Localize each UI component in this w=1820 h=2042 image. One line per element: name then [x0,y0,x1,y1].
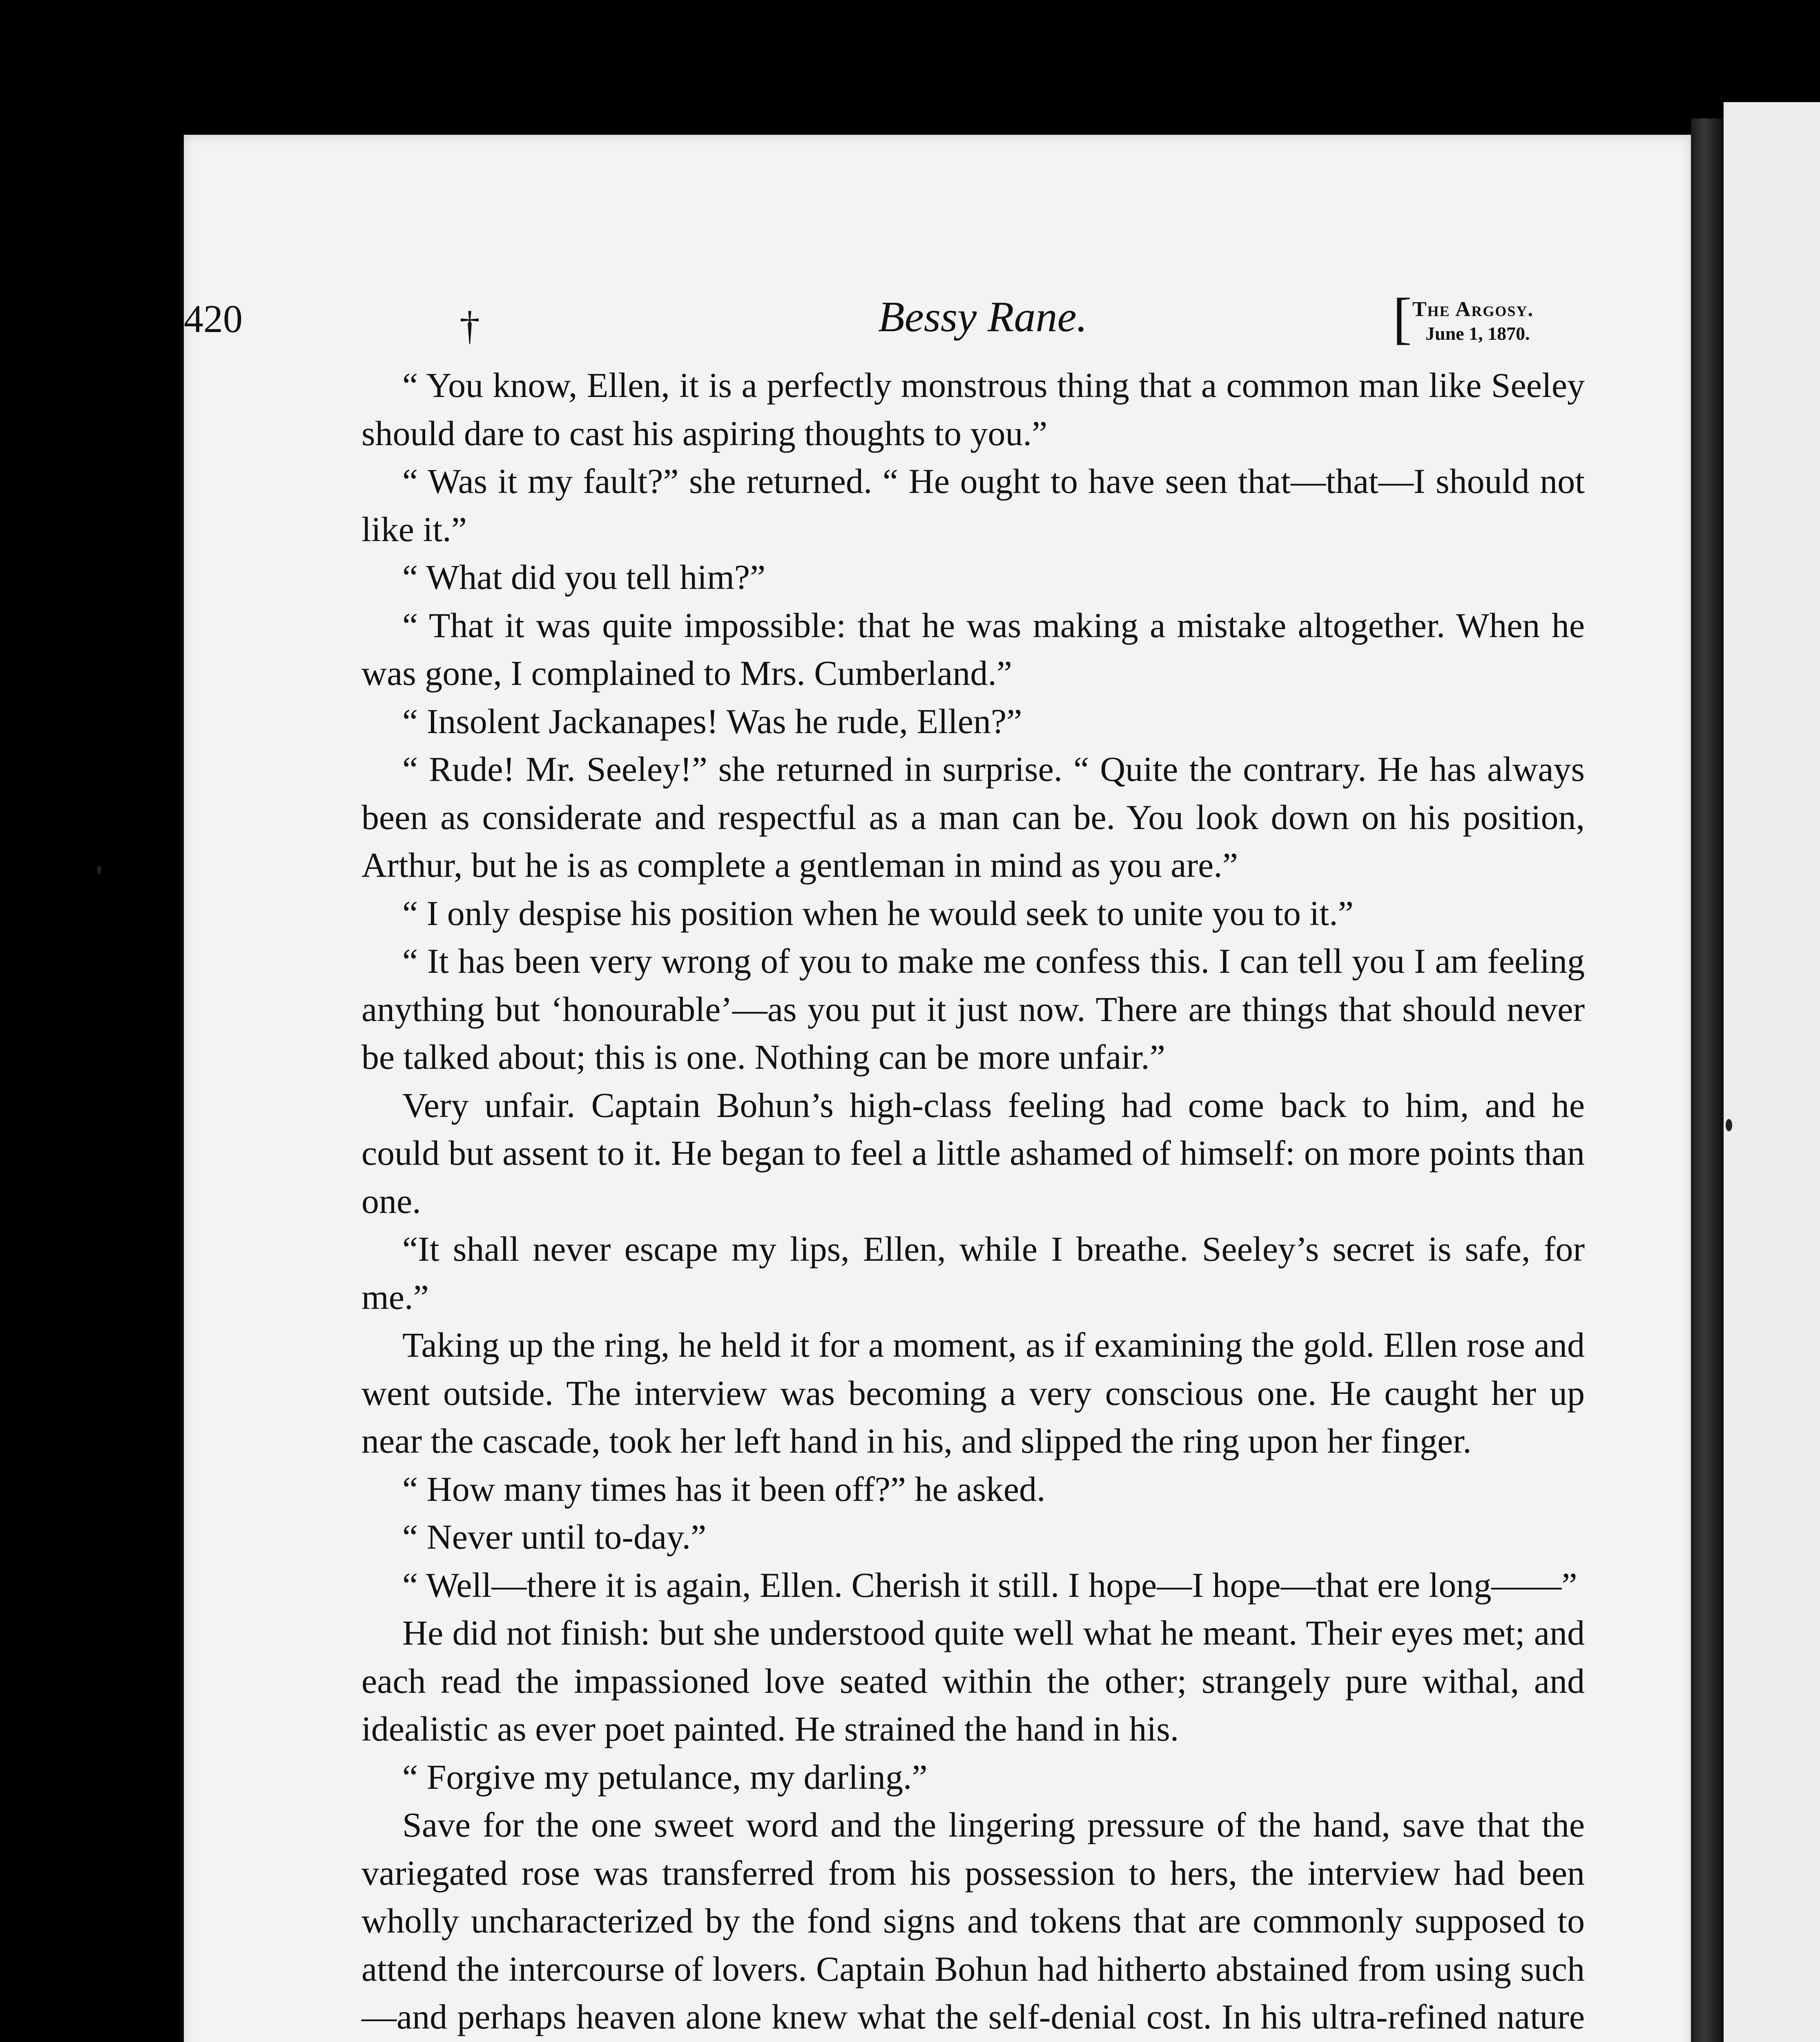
paragraph-10: “It shall never escape my lips, Ellen, while I breathe. Seeley’s secret is safe, for me.” [361,1229,1585,1317]
speck [1726,1119,1732,1131]
paragraph-17: Save for the one sweet word and the lingering pressure of the hand, save that the variegated rose was transferred from his possession to hers, the interview had been wholly uncharacterized by the fond signs and tokens that are commonly supposed to attend the intercourse of lovers. Captain Bohun had hitherto abstained from using such—and perhaps heaven alone knew what the self-denial cost. In his ultra-refined nature [361,1805,1585,2036]
page-number: 420 [184,297,243,341]
adjacent-page-edge [1724,102,1820,2042]
folio-mark: † [459,303,480,348]
journal-name: The Argosy. [1412,298,1534,321]
journal-bracket: [ [1393,287,1412,350]
page-gutter-shadow [1691,118,1724,2042]
paragraph-2: “ Was it my fault?” she returned. “ He ought to have seen that—that—I should not like it.” [361,461,1585,549]
paragraph-5: “ Insolent Jackanapes! Was he rude, Ellen?” [402,701,1022,741]
paragraph-12: “ How many times has it been off?” he asked. [402,1469,1046,1509]
journal-date: June 1, 1870. [1425,323,1530,344]
paragraph-4: “ That it was quite impossible: that he was making a mistake altogether. When he was gone, I complained to Mrs. Cumberland.” [361,605,1585,693]
paragraph-8: “ It has been very wrong of you to make me confess this. I can tell you I am feeling anything but ‘honourable’—as you put it just now. There are things that should never be talked about; this is one. Nothing can be more unfair.” [361,941,1585,1077]
paragraph-3: “ What did you tell him?” [402,557,766,597]
paragraph-16: “ Forgive my petulance, my darling.” [402,1757,928,1797]
paragraph-13: “ Never until to-day.” [402,1517,707,1556]
paragraph-9: Very unfair. Captain Bohun’s high-class feeling had come back to him, and he could but assent to it. He began to feel a little ashamed of himself: on more points than one. [361,1085,1585,1221]
speck [97,866,101,874]
paragraph-7: “ I only despise his position when he would seek to unite you to it.” [402,893,1354,933]
body-text [361,361,1585,2042]
paragraph-11: Taking up the ring, he held it for a moment, as if examining the gold. Ellen rose and went outside. The interview was becoming a very conscious one. He caught her up near the cascade, took her left hand in his, and slipped the ring upon her finger. [361,1325,1585,1460]
paragraph-6: “ Rude! Mr. Seeley!” she returned in surprise. “ Quite the contrary. He has always been as considerate and respectful as a man can be. You look down on his position, Arthur, but he is as complete a gentleman in mind as you are.” [361,749,1585,885]
paragraph-14: “ Well—there it is again, Ellen. Cherish it still. I hope—I hope—that ere long——” [402,1565,1577,1605]
paragraph-1: “ You know, Ellen, it is a perfectly monstrous thing that a common man like Seeley should dare to cast his aspiring thoughts to you.” [361,366,1585,453]
paragraph-15: He did not finish: but she understood quite well what he meant. Their eyes met; and each read the impassioned love seated within the other; strangely pure withal, and idealistic as ever poet painted. He strained the hand in his. [361,1613,1585,1748]
running-title: Bessy Rane. [878,293,1088,341]
